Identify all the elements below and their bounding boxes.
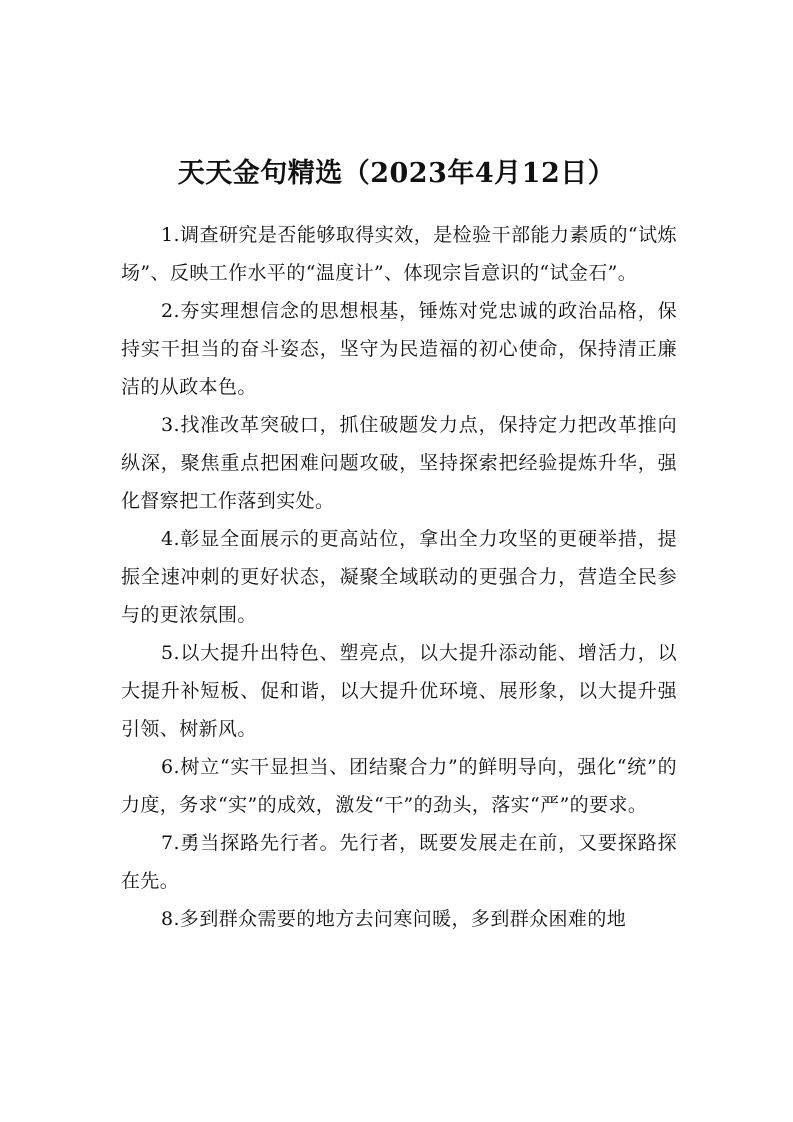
- document-title: 天天金句精选（2023年4月12日）: [177, 158, 616, 190]
- paragraph-4: 4.彰显全面展示的更高站位，拿出全力攻坚的更硬举措，提振全速冲刺的更好状态，凝聚全域联动的更强合力，营造全民参与的更浓氛围。: [121, 528, 677, 626]
- paragraph-8: 8.多到群众需要的地方去问寒问暖，多到群众困难的地: [161, 908, 627, 930]
- paragraph-2: 2.夯实理想信念的思想根基，锤炼对党忠诚的政治品格，保持实干担当的奋斗姿态，坚守为民造福的初心使命，保持清正廉洁的从政本色。: [121, 300, 677, 398]
- paragraph-7: 7.勇当探路先行者。先行者，既要发展走在前，又要探路探在先。: [121, 832, 677, 892]
- paragraph-1: 1.调查研究是否能够取得实效，是检验干部能力素质的“试炼场”、反映工作水平的“温度计”、体现宗旨意识的“试金石”。: [121, 224, 677, 284]
- paragraph-3: 3.找准改革突破口，抓住破题发力点，保持定力把改革推向纵深，聚焦重点把困难问题攻破，坚持探索把经验提炼升华，强化督察把工作落到实处。: [121, 414, 677, 512]
- paragraph-5: 5.以大提升出特色、塑亮点，以大提升添动能、增活力，以大提升补短板、促和谐，以大提升优环境、展形象，以大提升强引领、树新风。: [121, 642, 677, 740]
- paragraph-6: 6.树立“实干显担当、团结聚合力”的鲜明导向，强化“统”的力度，务求“实”的成效，激发“干”的劲头，落实“严”的要求。: [121, 756, 677, 816]
- document-body: [121, 216, 677, 938]
